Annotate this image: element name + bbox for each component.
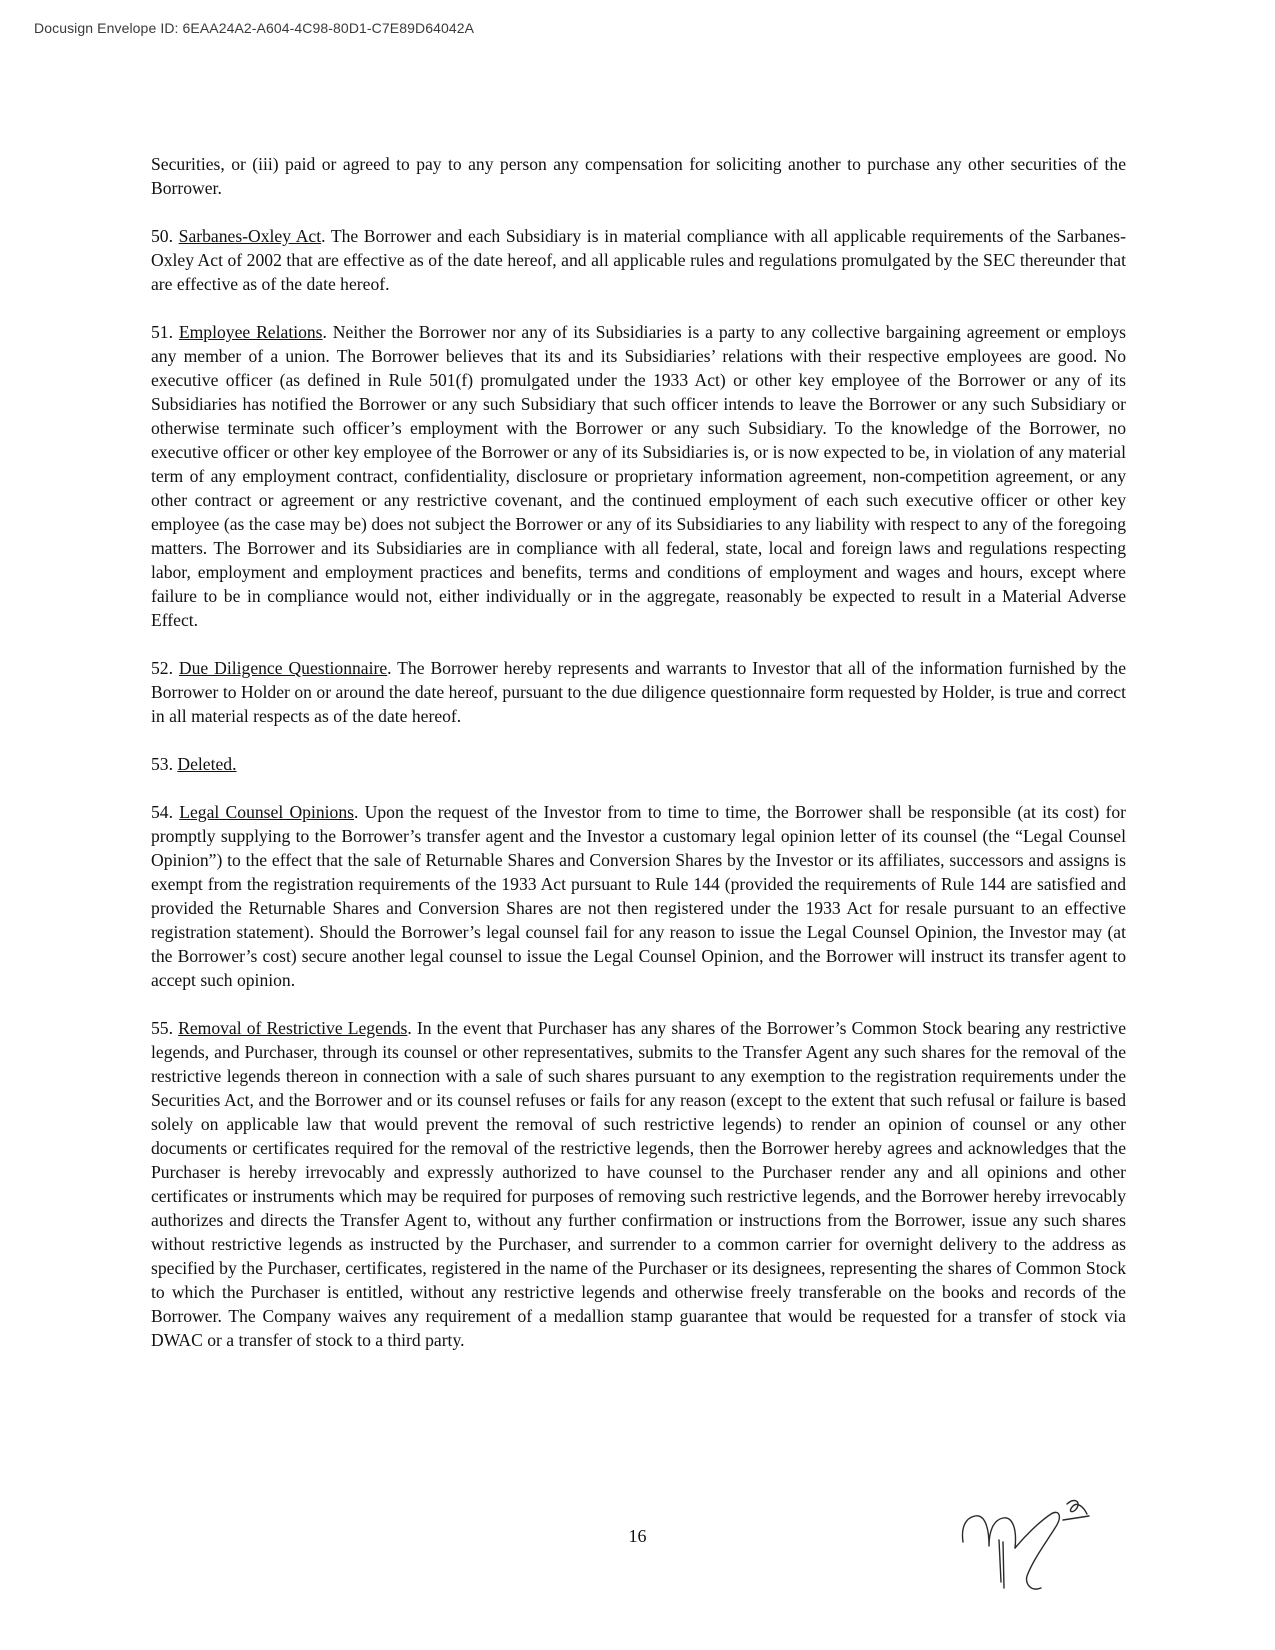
section-heading: Deleted. [177, 754, 237, 774]
section-55-removal-of-restrictive-legends [151, 1016, 1126, 1352]
paragraph-continuation [151, 152, 1126, 200]
section-heading: Employee Relations [178, 322, 323, 342]
section-number: 54. [151, 802, 180, 822]
section-51-employee-relations [151, 320, 1126, 632]
section-54-legal-counsel-opinions [151, 800, 1126, 992]
section-text: . Neither the Borrower nor any of its Subsidiaries is a party to any collective bargaining agreement or employs any member of a union. The Borrower believes that its and its Subsidiaries’ relations with their respective employees are good. No executive officer (as defined in Rule 501(f) promulgated under the 1933 Act) or other key employee of the Borrower or any of its Subsidiaries has notified the Borrower or any such Subsidiary that such officer intends to leave the Borrower or any such Subsidiary or otherwise terminate such officer’s employment with the Borrower or any such Subsidiary. To the knowledge of the Borrower, no executive officer or other key employee of the Borrower or any of its Subsidiaries is, or is now expected to be, in violation of any material term of any employment contract, confidentiality, disclosure or proprietary information agreement, non-competition agreement, or any other contract or agreement or any restrictive covenant, and the continued employment of each such executive officer or other key employee (as the case may be) does not subject the Borrower or any of its Subsidiaries to any liability with respect to any of the foregoing matters. The Borrower and its Subsidiaries are in compliance with all federal, state, local and foreign laws and regulations respecting labor, employment and employment practices and benefits, terms and conditions of employment and wages and hours, except where failure to be in compliance would not, either individually or in the aggregate, reasonably be expected to result in a Material Adverse Effect. [151, 322, 1126, 630]
section-50-sarbanes-oxley [151, 224, 1126, 296]
section-number: 53. [151, 754, 178, 774]
section-heading: Removal of Restrictive Legends [178, 1018, 408, 1038]
section-text: . Upon the request of the Investor from to time to time, the Borrower shall be responsible (at its cost) for promptly supplying to the Borrower’s transfer agent and the Investor a customary legal opinion letter of its counsel (the “Legal Counsel Opinion”) to the effect that the sale of Returnable Shares and Conversion Shares by the Investor or its affiliates, successors and assigns is exempt from the registration requirements of the 1933 Act pursuant to Rule 144 (provided the requirements of Rule 144 are satisfied and provided the Returnable Shares and Conversion Shares are not then registered under the 1933 Act for resale pursuant to an effective registration statement). Should the Borrower’s legal counsel fail for any reason to issue the Legal Counsel Opinion, the Investor may (at the Borrower’s cost) secure another legal counsel to issue the Legal Counsel Opinion, and the Borrower will instruct its transfer agent to accept such opinion. [151, 802, 1126, 990]
section-53-deleted [151, 752, 1126, 776]
section-heading: Sarbanes-Oxley Act [178, 226, 322, 246]
section-text: . In the event that Purchaser has any shares of the Borrower’s Common Stock bearing any restrictive legends, and Purchaser, through its counsel or other representatives, submits to the Transfer Agent any such shares for the removal of the restrictive legends thereon in connection with a sale of such shares pursuant to any exemption to the registration requirements under the Securities Act, and the Borrower and or its counsel refuses or fails for any reason (except to the extent that such refusal or failure is based solely on applicable law that would prevent the removal of such restrictive legends) to render an opinion of counsel or any other documents or certificates required for the removal of the restrictive legends, then the Borrower hereby agrees and acknowledges that the Purchaser is hereby irrevocably and expressly authorized to have counsel to the Purchaser render any and all opinions and other certificates or instruments which may be required for purposes of removing such restrictive legends, and the Borrower hereby irrevocably authorizes and directs the Transfer Agent to, without any further confirmation or instructions from the Borrower, issue any such shares without restrictive legends as instructed by the Purchaser, and surrender to a common carrier for overnight delivery to the address as specified by the Purchaser, certificates, registered in the name of the Purchaser or its designees, representing the shares of Common Stock to which the Purchaser is entitled, without any restrictive legends and otherwise freely transferable on the books and records of the Borrower. The Company waives any requirement of a medallion stamp guarantee that would be requested for a transfer of stock via DWAC or a transfer of stock to a third party. [151, 1018, 1127, 1350]
section-number: 51. [151, 322, 179, 342]
handwritten-initials-signature-icon [955, 1484, 1115, 1596]
document-body [151, 152, 1126, 1376]
section-52-due-diligence [151, 656, 1126, 728]
paragraph-text: Securities, or (iii) paid or agreed to pay to any person any compensation for soliciting another to purchase any other securities of the Borrower. [151, 154, 1126, 198]
section-number: 55. [151, 1018, 179, 1038]
section-number: 50. [151, 226, 179, 246]
section-heading: Due Diligence Questionnaire [178, 658, 388, 678]
page-number: 16 [628, 1526, 647, 1546]
section-text: . The Borrower hereby represents and warrants to Investor that all of the information furnished by the Borrower to Holder on or around the date hereof, pursuant to the due diligence questionnaire form requested by Holder, is true and correct in all material respects as of the date hereof. [151, 658, 1126, 726]
docusign-envelope-id: Docusign Envelope ID: 6EAA24A2-A604-4C98-80D1-C7E89D64042A [34, 20, 475, 36]
section-heading: Legal Counsel Opinions [179, 802, 354, 822]
section-number: 52. [151, 658, 179, 678]
section-text: . The Borrower and each Subsidiary is in material compliance with all applicable requirements of the Sarbanes-Oxley Act of 2002 that are effective as of the date hereof, and all applicable rules and regulations promulgated by the SEC thereunder that are effective as of the date hereof. [151, 226, 1127, 294]
